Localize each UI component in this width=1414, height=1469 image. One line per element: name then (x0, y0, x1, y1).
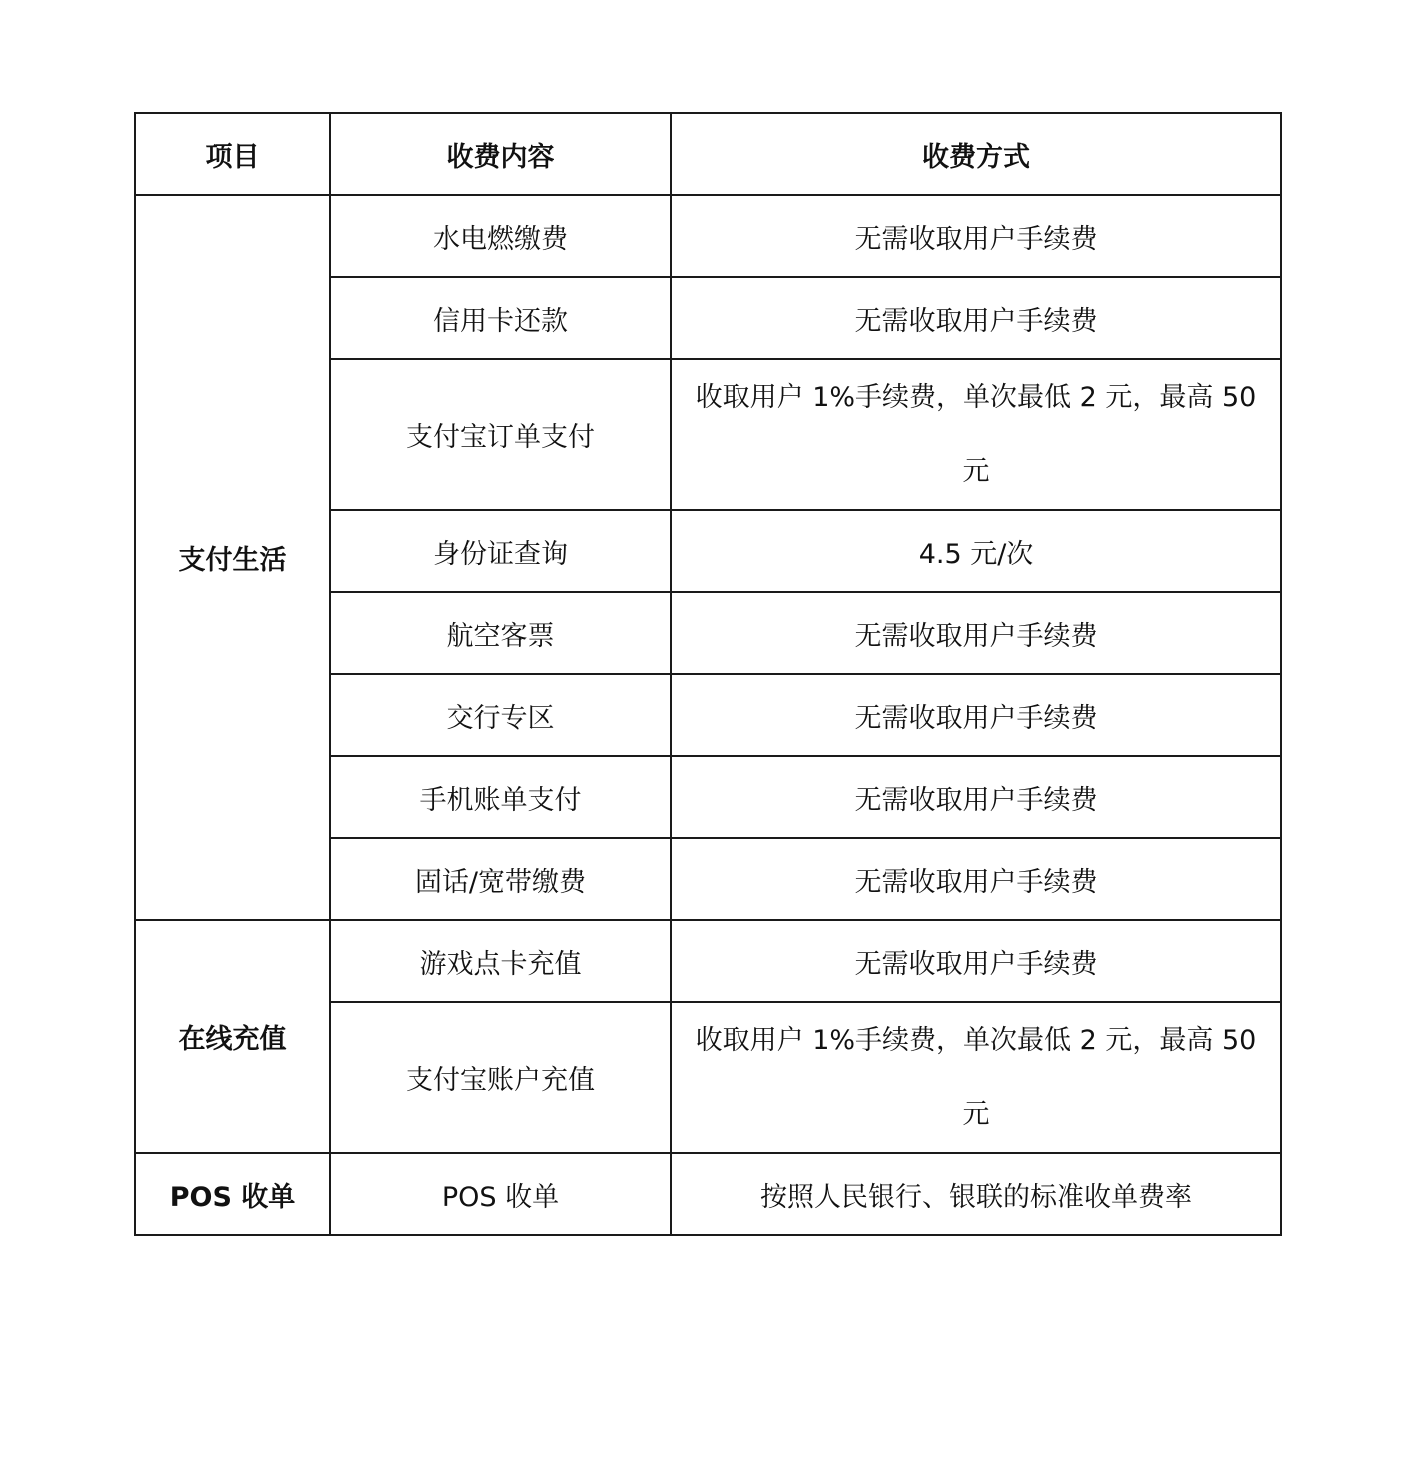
fee-content-cell: 身份证查询 (330, 510, 671, 592)
fee-method-cell: 收取用户 1%手续费，单次最低 2 元，最高 50 元 (671, 359, 1281, 510)
category-online-topup: 在线充值 (135, 920, 330, 1153)
fee-method-cell: 4.5 元/次 (671, 510, 1281, 592)
fee-content-cell: 航空客票 (330, 592, 671, 674)
fee-method-cell: 无需收取用户手续费 (671, 592, 1281, 674)
fee-method-cell: 无需收取用户手续费 (671, 756, 1281, 838)
fee-content-cell: 手机账单支付 (330, 756, 671, 838)
table-row (135, 920, 1281, 1002)
table-row (135, 195, 1281, 277)
table-row (135, 1153, 1281, 1235)
fee-method-cell: 无需收取用户手续费 (671, 674, 1281, 756)
header-fee-content: 收费内容 (330, 113, 671, 195)
fee-content-cell: POS 收单 (330, 1153, 671, 1235)
fee-method-cell: 无需收取用户手续费 (671, 920, 1281, 1002)
fee-content-cell: 固话/宽带缴费 (330, 838, 671, 920)
fee-method-cell: 收取用户 1%手续费，单次最低 2 元，最高 50 元 (671, 1002, 1281, 1153)
category-pay-life: 支付生活 (135, 195, 330, 920)
fee-method-cell: 无需收取用户手续费 (671, 195, 1281, 277)
fee-content-cell: 游戏点卡充值 (330, 920, 671, 1002)
fee-table (134, 112, 1282, 1236)
fee-method-cell: 无需收取用户手续费 (671, 838, 1281, 920)
fee-content-cell: 水电燃缴费 (330, 195, 671, 277)
fee-content-cell: 支付宝订单支付 (330, 359, 671, 510)
fee-content-cell: 交行专区 (330, 674, 671, 756)
fee-content-cell: 支付宝账户充值 (330, 1002, 671, 1153)
fee-method-cell: 无需收取用户手续费 (671, 277, 1281, 359)
fee-method-cell: 按照人民银行、银联的标准收单费率 (671, 1153, 1281, 1235)
fee-content-cell: 信用卡还款 (330, 277, 671, 359)
header-row (135, 113, 1281, 195)
header-item: 项目 (135, 113, 330, 195)
category-pos: POS 收单 (135, 1153, 330, 1235)
header-fee-method: 收费方式 (671, 113, 1281, 195)
